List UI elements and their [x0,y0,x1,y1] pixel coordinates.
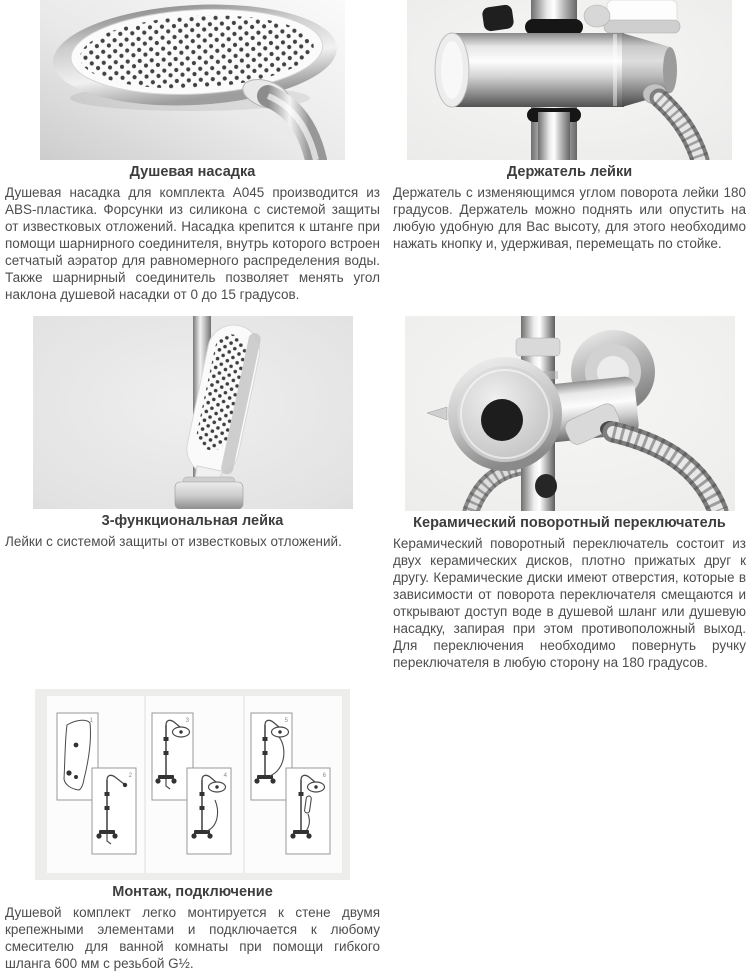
panel-number: 6 [322,773,326,779]
section-holder [384,0,752,303]
panel-number: 5 [284,718,288,724]
rain-shower-head-photo [5,0,380,160]
panel-number: 3 [185,718,189,724]
installation-steps-illustration [35,689,350,880]
holder-body [452,33,624,107]
section-body: Душевая насадка для комплекта A045 производится из ABS-пластика. Форсунки из силикона с системой защиты от известковых отложений. Насадка крепится к штанге при помощи шарнирного соединителя, внутрь которого встроен сетчатый аэратор для равномерного распределения воды. Также шарнирный соединитель позволяет менять угол наклона душевой насадки от 0 до 15 градусов. [5,185,380,302]
section-shower-head [0,0,384,303]
section-title: 3-функциональная лейка [101,513,284,529]
section-title: Монтаж, подключение [112,884,273,900]
empty-cell [384,689,752,972]
clamp-top [525,19,583,35]
rain-shower-head-illustration [40,0,345,160]
ceramic-diverter-photo [393,316,746,511]
section-montage [0,689,384,972]
diverter-illustration [405,316,735,511]
section-body: Лейки с системой защиты от известковых отложений. [5,534,342,549]
panel-number: 1 [89,718,93,724]
montage-panel-2 [92,768,136,854]
hand-shower-holder-photo [393,0,746,160]
panel-number: 2 [128,773,132,779]
section-hand-shower [0,316,384,671]
section-diverter [384,316,752,671]
montage-panel-6 [286,768,330,854]
section-title: Керамический поворотный переключатель [413,515,726,531]
panel-number: 4 [223,773,227,779]
section-body: Душевой комплект легко монтируется к стене двумя крепежными элементами и подключается к любому смесителю для ванной комнаты при помощи гибкого шланга 600 мм с резьбой G½. [5,905,380,971]
knob-center [481,399,523,441]
section-body: Держатель с изменяющимся углом поворота лейки 180 градусов. Держатель можно поднять или опустить на любую удобную для Вас высоту, для этого необходимо нажать кнопку и, удерживая, перемещать по стойке. [393,185,746,251]
section-body: Керамический поворотный переключатель состоит из двух керамических дисков, плотно прижатых друг к другу. Керамические диски имеют отверстия, которые в зависимости от поворота переключателя смещаются и открывают доступ воде в душевой шланг или душевую насадку, запирая при этом противоположный выход. Для переключения необходимо повернуть ручку переключателя в любую сторону на 180 градусов. [393,536,746,670]
handset-bracket [175,482,243,509]
installation-diagram [5,689,380,880]
section-title: Душевая насадка [129,164,256,180]
montage-panel-4 [187,768,231,854]
hand-shower-illustration [33,316,353,509]
holder-illustration [407,0,732,160]
rail-hole [535,474,557,498]
section-title: Держатель лейки [506,164,633,180]
release-button [481,4,514,32]
hand-shower-photo [5,316,380,509]
